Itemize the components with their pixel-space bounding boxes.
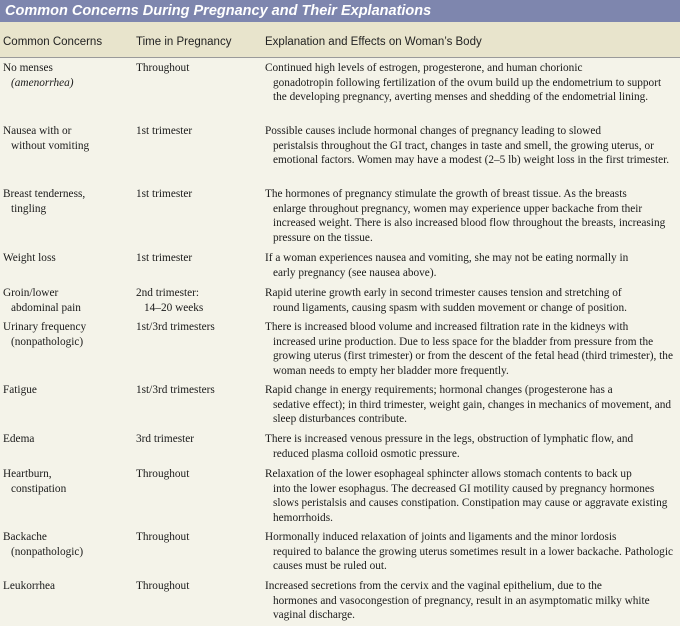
concern-cell <box>3 432 131 447</box>
concern-line: Nausea with or <box>3 125 72 137</box>
concern-line: abdominal pain <box>11 301 81 314</box>
time-line: 2nd trimester: <box>136 287 200 299</box>
time-line: Throughout <box>136 468 190 480</box>
explanation-cell <box>265 124 675 168</box>
concern-line: Urinary frequency <box>3 321 87 333</box>
concern-line: No menses <box>3 62 53 74</box>
time-line: 1st trimester <box>136 125 193 137</box>
concern-line: Edema <box>3 433 35 445</box>
time-line: Throughout <box>136 580 190 592</box>
concern-line: Breast tenderness, <box>3 188 86 200</box>
explanation-first-line: Increased secretions from the cervix and the vaginal epithelium, due to the <box>265 580 602 592</box>
concern-cell <box>3 61 131 90</box>
explanation-cell <box>265 530 675 574</box>
time-cell <box>136 530 260 545</box>
explanation-continuation: increased urine production. Due to less space for the bladder from pressure from the growing uterus (first trimester) or from the descent of the fetal head (third trimester), the woman needs to empty her bladder more frequently. <box>273 335 673 377</box>
concern-cell <box>3 383 131 398</box>
header-time-in-pregnancy: Time in Pregnancy <box>136 36 232 48</box>
time-cell <box>136 251 260 266</box>
explanation-first-line: If a woman experiences nausea and vomiting, she may not be eating normally in <box>265 252 629 264</box>
explanation-cell <box>265 251 675 280</box>
explanation-cell <box>265 286 675 315</box>
concern-cell <box>3 187 131 216</box>
time-line: 1st/3rd trimesters <box>136 321 215 333</box>
time-cell <box>136 187 260 202</box>
concern-line: Heartburn, <box>3 468 52 480</box>
time-line: 1st trimester <box>136 188 193 200</box>
concern-cell <box>3 286 131 315</box>
concern-line: (nonpathologic) <box>11 335 84 348</box>
time-line: 1st trimester <box>136 252 193 264</box>
explanation-continuation: sedative effect); in third trimester, weight gain, changes in mechanics of movement, and sleep disturbances contribute. <box>273 398 672 426</box>
explanation-first-line: Hormonally induced relaxation of joints and ligaments and the minor lordosis <box>265 531 617 543</box>
time-cell <box>136 320 260 335</box>
time-cell <box>136 61 260 76</box>
explanation-continuation: enlarge throughout pregnancy, women may experience upper backache from their increased weight. There is also increased blood flow throughout the breasts, increasing pressure on the tissue. <box>273 202 666 244</box>
concern-cell <box>3 530 131 559</box>
header-common-concerns: Common Concerns <box>3 36 103 48</box>
explanation-first-line: There is increased venous pressure in the legs, obstruction of lymphatic flow, and <box>265 433 634 445</box>
explanation-continuation: required to balance the growing uterus sometimes result in a lower backache. Pathologic causes must be ruled out. <box>273 545 673 573</box>
explanation-cell <box>265 579 675 623</box>
explanation-continuation: reduced plasma colloid osmotic pressure. <box>273 447 460 460</box>
table-header <box>0 22 680 58</box>
explanation-first-line: There is increased blood volume and increased filtration rate in the kidneys with <box>265 321 629 333</box>
concern-cell <box>3 320 131 349</box>
concern-cell <box>3 124 131 153</box>
time-line: 14–20 weeks <box>144 301 204 314</box>
explanation-cell <box>265 432 675 461</box>
explanation-continuation: round ligaments, causing spasm with sudden movement or change of position. <box>273 301 627 314</box>
explanation-continuation: peristalsis throughout the GI tract, changes in taste and smell, the growing uterus, or emotional factors. Women may have a modest (2–5 lb) weight loss in the first trimester. <box>273 139 670 167</box>
concern-line: constipation <box>11 482 67 495</box>
concern-line: Leukorrhea <box>3 580 56 592</box>
time-cell <box>136 383 260 398</box>
explanation-continuation: into the lower esophagus. The decreased GI motility caused by pregnancy hormones slows peristalsis and causes constipation. Constipation may cause or aggravate existing hemorrhoids. <box>273 482 668 524</box>
table-title: Common Concerns During Pregnancy and Their Explanations <box>0 0 680 22</box>
concern-line: Backache <box>3 531 47 543</box>
explanation-first-line: Rapid change in energy requirements; hormonal changes (progesterone has a <box>265 384 613 396</box>
time-line: Throughout <box>136 531 190 543</box>
explanation-continuation: hormones and vasocongestion of pregnancy, result in an asymptomatic milky white vaginal discharge. <box>273 594 650 622</box>
time-line: 1st/3rd trimesters <box>136 384 215 396</box>
concern-cell <box>3 579 131 594</box>
time-cell <box>136 432 260 447</box>
explanation-continuation: early pregnancy (see nausea above). <box>273 266 437 279</box>
concern-cell <box>3 467 131 496</box>
time-line: 3rd trimester <box>136 433 195 445</box>
concern-line: (nonpathologic) <box>11 545 84 558</box>
concern-line: Groin/lower <box>3 287 59 299</box>
explanation-first-line: Possible causes include hormonal changes of pregnancy leading to slowed <box>265 125 601 137</box>
explanation-first-line: Relaxation of the lower esophageal sphincter allows stomach contents to back up <box>265 468 632 480</box>
concern-line: tingling <box>11 202 47 215</box>
concern-cell <box>3 251 131 266</box>
concern-line: Fatigue <box>3 384 37 396</box>
concern-line: (amenorrhea) <box>11 76 74 89</box>
explanation-cell <box>265 467 675 525</box>
explanation-cell <box>265 187 675 245</box>
time-cell <box>136 124 260 139</box>
explanation-cell <box>265 320 675 378</box>
time-cell <box>136 467 260 482</box>
explanation-first-line: Continued high levels of estrogen, progesterone, and human chorionic <box>265 62 583 74</box>
explanation-continuation: gonadotropin following fertilization of the ovum build up the endometrium to support the developing pregnancy, averting menses and shedding of the endometrial lining. <box>273 76 662 104</box>
explanation-cell <box>265 383 675 427</box>
explanation-first-line: The hormones of pregnancy stimulate the growth of breast tissue. As the breasts <box>265 188 627 200</box>
header-explanation: Explanation and Effects on Woman’s Body <box>265 36 482 48</box>
explanation-first-line: Rapid uterine growth early in second trimester causes tension and stretching of <box>265 287 622 299</box>
concern-line: without vomiting <box>11 139 90 152</box>
time-cell <box>136 579 260 594</box>
concern-line: Weight loss <box>3 252 56 264</box>
time-line: Throughout <box>136 62 190 74</box>
time-cell <box>136 286 260 315</box>
explanation-cell <box>265 61 675 105</box>
